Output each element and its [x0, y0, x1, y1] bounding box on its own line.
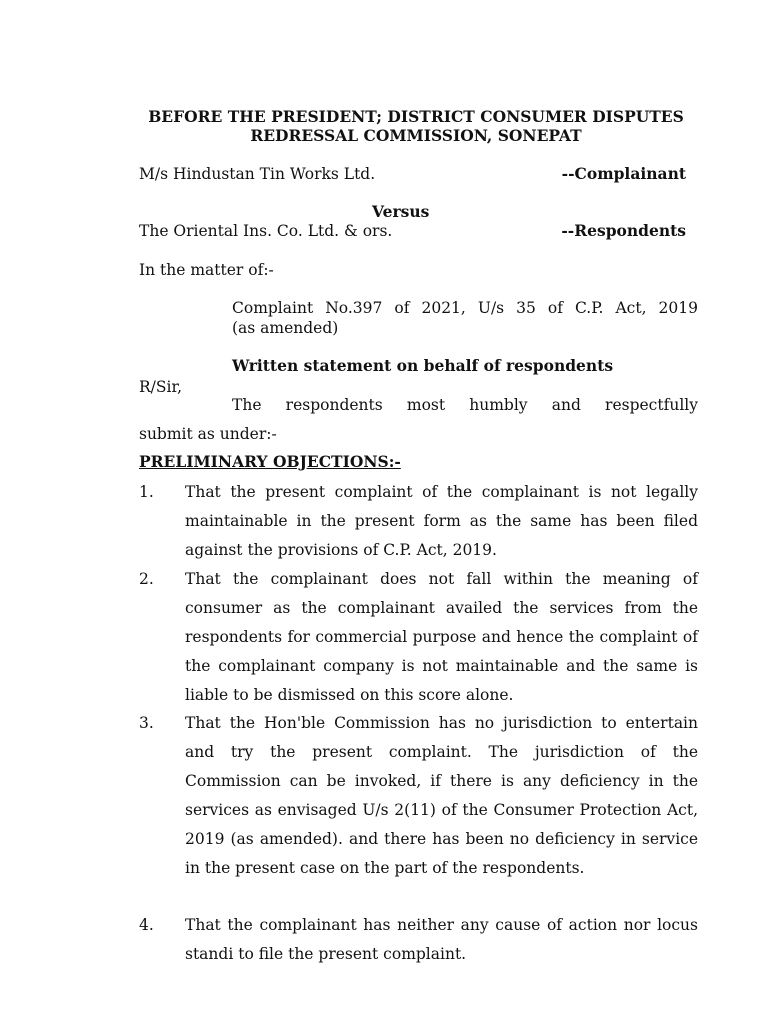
submission-line-1: The respondents most humbly and respectfully — [232, 396, 698, 414]
document-heading-line-2: REDRESSAL COMMISSION, SONEPAT — [250, 126, 582, 145]
respondent-role: --Respondents — [561, 221, 686, 240]
submission-line-2: submit as under:- — [139, 425, 277, 443]
complainant-role: --Complainant — [561, 164, 686, 183]
complainant-name: M/s Hindustan Tin Works Ltd. — [139, 165, 376, 183]
complaint-number-line: Complaint No.397 of 2021, U/s 35 of C.P. Act, 2019 — [232, 299, 698, 317]
objection-text: That the complainant does not fall within the meaning of consumer as the complainant availed the services from the respondents for commercial purpose and hence the complaint of the complainant company is not maintainable and the same is liable to be dismissed on this score alone. — [185, 570, 698, 704]
objection-number: 3. — [139, 714, 154, 732]
matter-intro: In the matter of:- — [139, 261, 274, 279]
objection-text: That the Hon'ble Commission has no jurisdiction to entertain and try the present complaint. The jurisdiction of the Commission can be invoked, if there is any deficiency in the services as envisaged U/s 2(11) of the Consumer Protection Act, 2019 (as amended). and there has been no deficiency in service in the present case on the part of the respondents. — [185, 714, 698, 877]
objection-number: 4. — [139, 916, 154, 934]
objection-number: 1. — [139, 483, 154, 501]
preliminary-objections-heading: PRELIMINARY OBJECTIONS:- — [139, 452, 401, 471]
salutation: R/Sir, — [139, 378, 183, 396]
objection-text: That the complainant has neither any cause of action nor locus standi to file the present complaint. — [185, 916, 698, 963]
objection-number: 2. — [139, 570, 154, 588]
respondent-name: The Oriental Ins. Co. Ltd. & ors. — [139, 222, 393, 240]
document-heading-line-1: BEFORE THE PRESIDENT; DISTRICT CONSUMER DISPUTES — [148, 107, 684, 126]
versus-label: Versus — [372, 202, 430, 221]
objection-text: That the present complaint of the complainant is not legally maintainable in the present form as the same has been filed against the provisions of C.P. Act, 2019. — [185, 483, 698, 559]
written-statement-title: Written statement on behalf of respondents — [232, 356, 614, 375]
complaint-amended-note: (as amended) — [232, 319, 339, 337]
